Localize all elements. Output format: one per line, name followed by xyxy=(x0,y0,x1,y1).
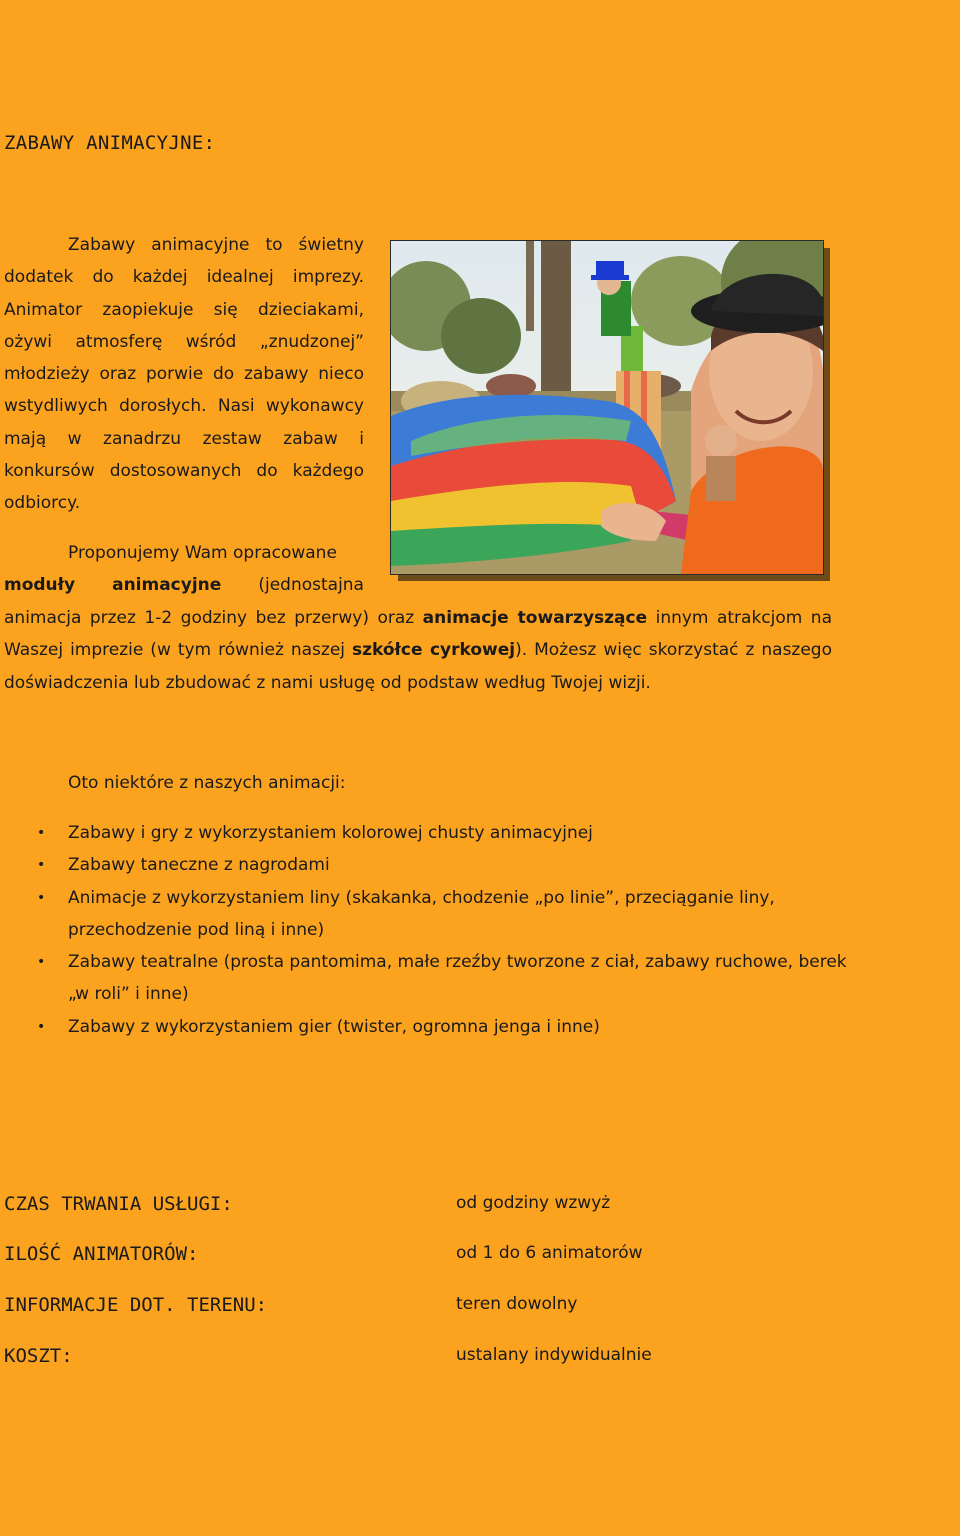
bullet-icon: • xyxy=(37,889,46,906)
proposal-line-2 xyxy=(4,569,364,601)
animations-list xyxy=(4,817,854,1043)
list-item xyxy=(4,1011,854,1043)
proposal-text-3: ). Możesz więc skorzystać z naszego doświadczenia lub zbudować z nami usługę od podstaw według Twojej wizji. xyxy=(4,640,833,693)
list-item-text: Zabawy teatralne (prosta pantomima, małe rzeźby tworzone z ciał, zabawy ruchowe, berek „w roli” i inne) xyxy=(68,952,847,1005)
page-title: ZABAWY ANIMACYJNE: xyxy=(4,132,216,154)
list-item xyxy=(4,946,854,1011)
proposal-line-1: Proponujemy Wam opracowane xyxy=(68,543,337,563)
proposal-bold-2: szkółce cyrkowej xyxy=(352,640,516,661)
detail-value-animators: od 1 do 6 animatorów xyxy=(456,1243,643,1263)
proposal-bold-1: animacje towarzyszące xyxy=(422,608,648,628)
proposal-continued xyxy=(4,602,832,699)
proposal-animacyjne: animacyjne xyxy=(112,575,222,595)
list-item xyxy=(4,849,854,881)
detail-label-animators: ILOŚĆ ANIMATORÓW: xyxy=(4,1243,199,1265)
list-item xyxy=(4,882,854,947)
detail-value-terrain: teren dowolny xyxy=(456,1294,578,1314)
bullet-icon: • xyxy=(37,825,46,841)
detail-value-duration: od godziny wzwyż xyxy=(456,1193,611,1213)
detail-label-duration: CZAS TRWANIA USŁUGI: xyxy=(4,1193,233,1215)
animations-list-intro: Oto niektóre z naszych animacji: xyxy=(68,773,346,793)
list-item-text: Zabawy i gry z wykorzystaniem kolorowej chusty animacyjnej xyxy=(68,823,593,843)
detail-label-terrain: INFORMACJE DOT. TERENU: xyxy=(4,1294,268,1316)
proposal-text-1: animacja przez 1-2 godziny bez przerwy) oraz xyxy=(4,608,423,628)
list-item-text: Animacje z wykorzystaniem liny (skakanka, chodzenie „po linie”, przeciąganie liny, przechodzenie pod liną i inne) xyxy=(68,887,775,940)
bullet-icon: • xyxy=(37,954,46,971)
intro-paragraph: Zabawy animacyjne to świetny dodatek do każdej idealnej imprezy. Animator zaopiekuje się dzieciakami, ożywi atmosferę wśród „znudzonej” młodzieży oraz porwie do zabawy nieco wstydliwych dorosłych. Nasi wykonawcy mają w zanadrzu zestaw zabaw i konkursów dostosowanych do każdego odbiorcy. xyxy=(4,235,364,514)
list-item xyxy=(4,817,854,849)
animation-photo xyxy=(390,240,824,575)
list-item-text: Zabawy z wykorzystaniem gier (twister, ogromna jenga i inne) xyxy=(68,1016,600,1037)
bullet-icon: • xyxy=(37,857,46,874)
bullet-icon: • xyxy=(37,1018,46,1035)
detail-value-cost: ustalany indywidualnie xyxy=(456,1345,652,1365)
list-item-text: Zabawy taneczne z nagrodami xyxy=(68,855,330,876)
proposal-jednostajna: (jednostajna xyxy=(258,575,364,595)
proposal-moduly: moduły xyxy=(4,575,76,595)
detail-label-cost: KOSZT: xyxy=(4,1345,73,1367)
proposal-text-2: innym atrakcjom na Waszej imprezie (w tym również naszej xyxy=(4,608,832,661)
